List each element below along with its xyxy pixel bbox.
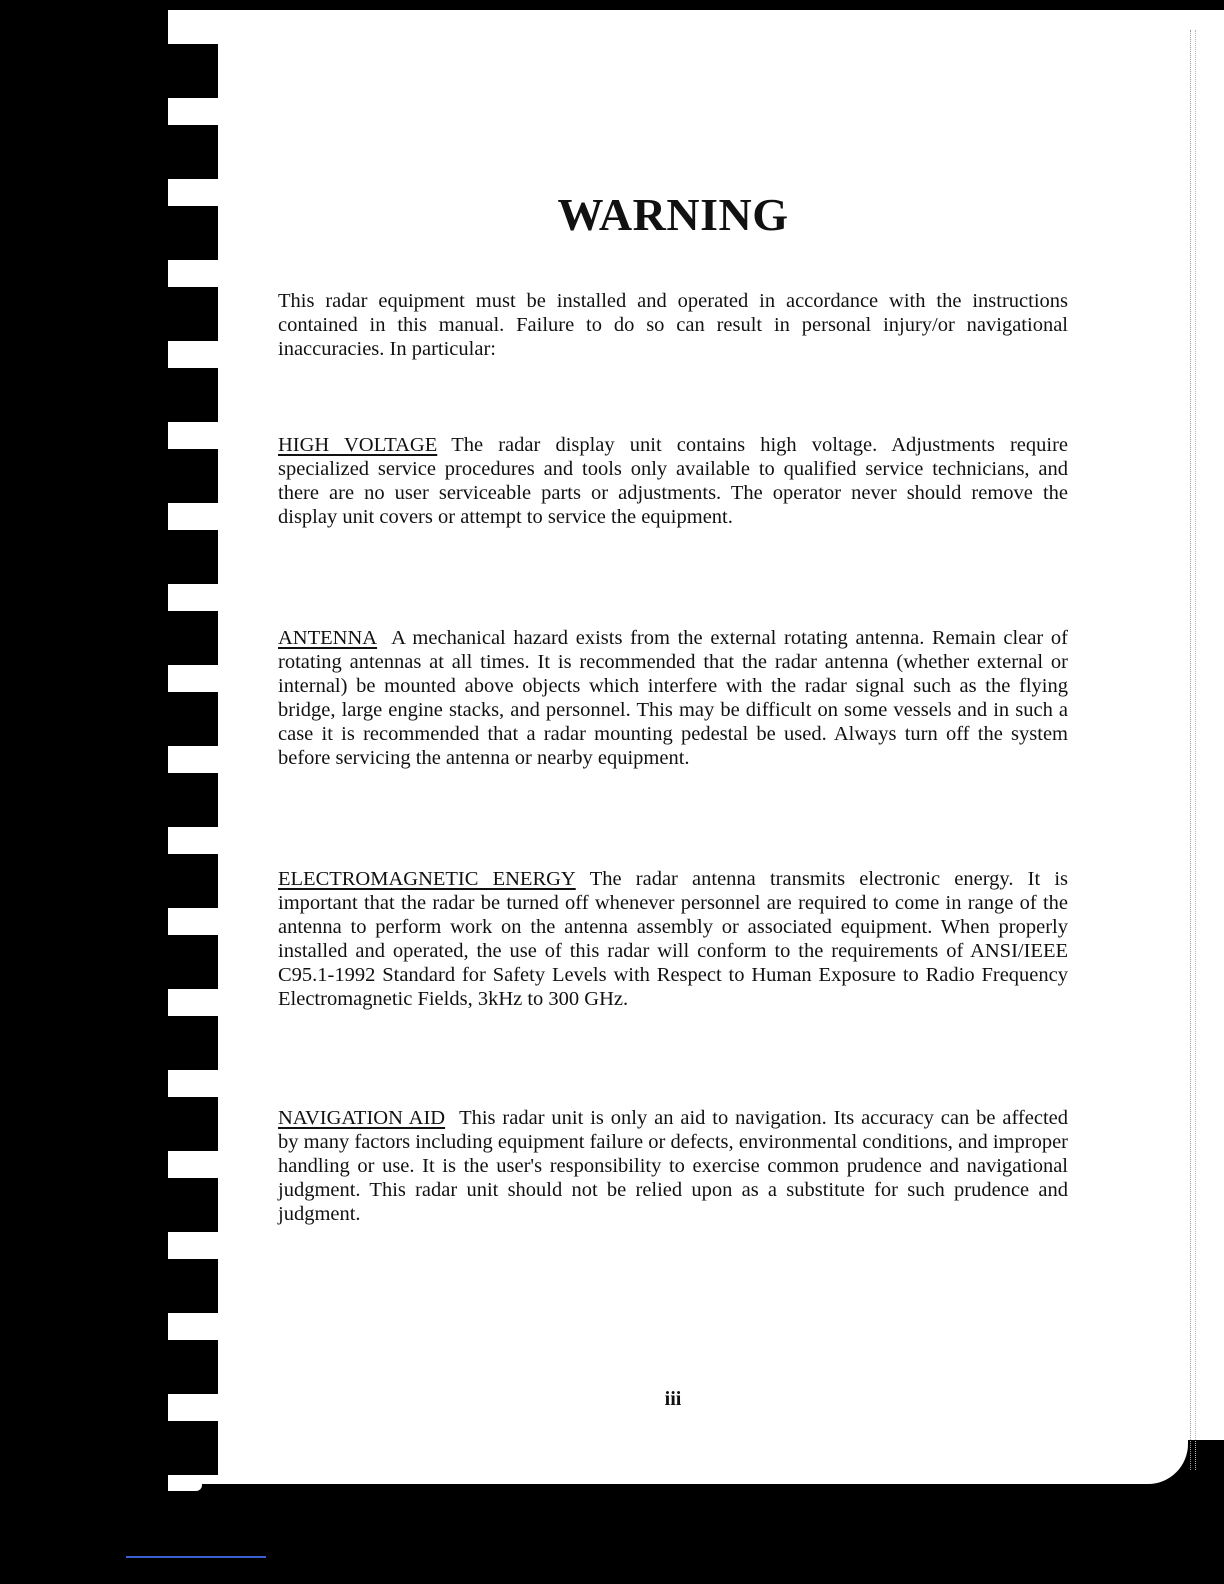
scan-blue-line	[126, 1556, 266, 1558]
binding-tooth	[168, 1178, 218, 1232]
section-body: This radar unit is only an aid to navigation. Its accuracy can be affected by many factors including equipment failure or defects, environmental conditions, and improper handling or use. It is the user's responsibility to exercise common prudence and navigational judgment. This radar unit should not be relied upon as a substitute for such prudence and judgment.	[278, 1107, 1068, 1225]
binding-tooth	[168, 1016, 218, 1070]
section-body: The radar antenna transmits electronic energy. It is important that the radar be turned off whenever personnel are required to come in range of the antenna to perform work on the antenna assembly or associated equipment. When properly installed and operated, the use of this radar will conform to the requirements of ANSI/IEEE C95.1-1992 Standard for Safety Levels with Respect to Human Exposure to Radio Frequency Electromagnetic Fields, 3kHz to 300 GHz.	[278, 868, 1068, 1010]
binding-gap	[168, 264, 202, 276]
binding-gap	[168, 1155, 202, 1167]
binding-tooth	[168, 692, 218, 746]
binding-gap	[168, 102, 202, 114]
binding-gap	[168, 1074, 202, 1086]
binding-gap	[168, 183, 202, 195]
binding-gap	[168, 1236, 202, 1248]
binding-tooth	[168, 1421, 218, 1475]
page-title: WARNING	[557, 189, 789, 240]
binding-gap	[168, 831, 202, 843]
binding-tooth	[168, 1259, 218, 1313]
binding-gap	[168, 426, 202, 438]
binding-gap	[168, 1398, 202, 1410]
binding-tooth	[168, 935, 218, 989]
page-number: iii	[664, 1388, 682, 1410]
intro-paragraph: This radar equipment must be installed and operated in accordance with the instructions contained in this manual. Failure to do so can result in personal injury/or navigational inaccuracies. In particular:	[278, 290, 1068, 360]
section-electromagnetic-energy	[278, 867, 1068, 1011]
binding-gap	[168, 669, 202, 681]
binding-gap	[168, 993, 202, 1005]
scan-page-corner	[168, 1440, 1188, 1484]
binding-gap	[168, 1479, 202, 1491]
binding-gap	[168, 1317, 202, 1329]
binding-gap	[168, 750, 202, 762]
section-heading: NAVIGATION AID	[278, 1107, 446, 1129]
binding-tooth	[168, 611, 218, 665]
binding-tooth	[168, 1340, 218, 1394]
binding-tooth	[168, 854, 218, 908]
binding-tooth	[168, 449, 218, 503]
scan-left-border	[0, 0, 168, 1584]
binding-tooth	[168, 44, 218, 98]
section-body: The radar display unit contains high voltage. Adjustments require specialized service procedures and tools only available to qualified service technicians, and there are no user serviceable parts or adjustments. The operator never should remove the display unit covers or attempt to service the equipment.	[278, 434, 1068, 528]
binding-gap	[168, 912, 202, 924]
binding-gap	[168, 588, 202, 600]
binding-gap	[168, 345, 202, 357]
binding-tooth	[168, 206, 218, 260]
binding-tooth	[168, 530, 218, 584]
binding-tooth	[168, 287, 218, 341]
binding-gap	[168, 507, 202, 519]
section-navigation-aid	[278, 1106, 1068, 1226]
section-antenna	[278, 626, 1068, 770]
section-heading: ELECTROMAGNETIC ENERGY	[278, 868, 576, 890]
binding-tooth	[168, 773, 218, 827]
section-body: A mechanical hazard exists from the external rotating antenna. Remain clear of rotating antennas at all times. It is recommended that the radar antenna (whether external or internal) be mounted above objects which interfere with the radar signal such as the flying bridge, large engine stacks, and personnel. This may be difficult on some vessels and in such a case it is recommended that a radar mounting pedestal be used. Always turn off the system before servicing the antenna or nearby equipment.	[278, 627, 1068, 769]
binding-tooth	[168, 125, 218, 179]
scan-top-border	[0, 0, 1224, 10]
binding-tooth	[168, 368, 218, 422]
page-right-edge	[1190, 30, 1196, 1470]
section-high-voltage	[278, 433, 1068, 529]
binding-tooth	[168, 1097, 218, 1151]
section-heading: ANTENNA	[278, 627, 378, 649]
section-heading: HIGH VOLTAGE	[278, 434, 438, 456]
